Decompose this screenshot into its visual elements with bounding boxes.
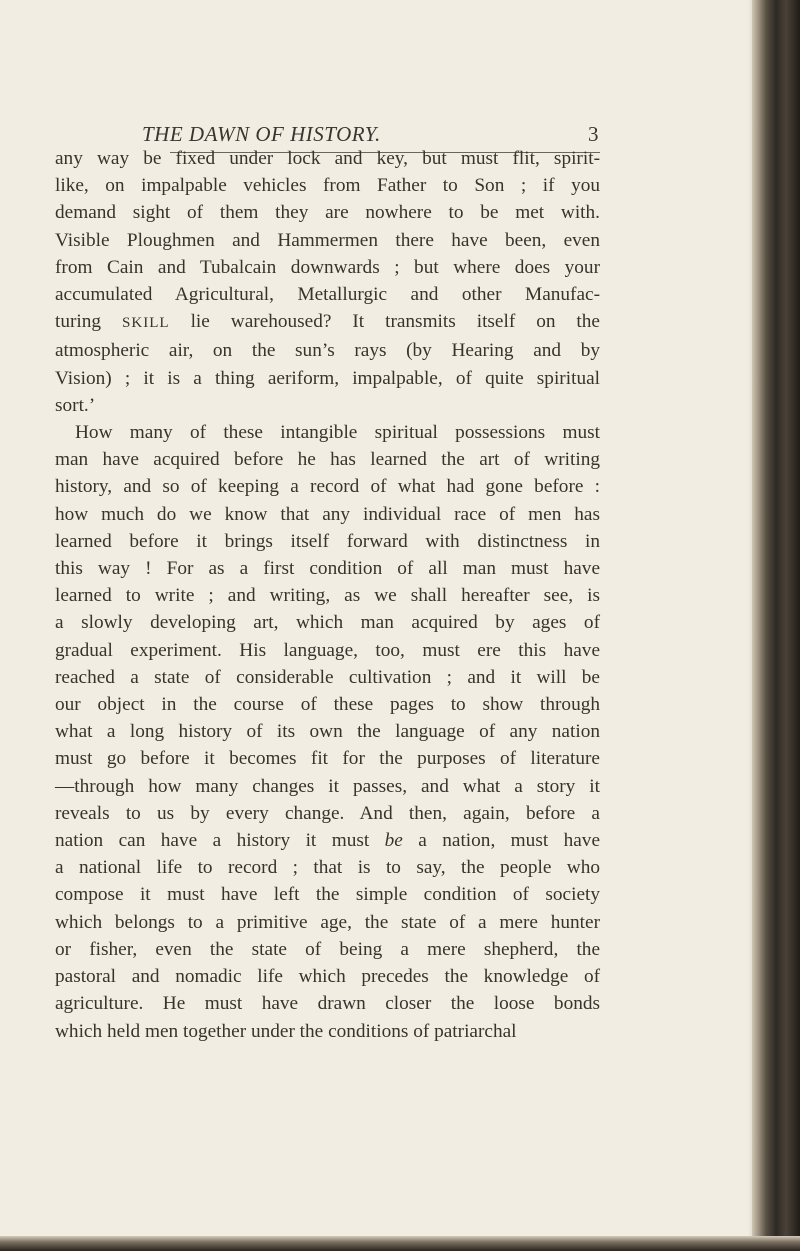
text-line: learned to write ; and writing, as we shall hereafter see, is xyxy=(55,585,600,607)
text-line: what a long history of its own the language of any nation xyxy=(55,721,600,743)
text-line: from Cain and Tubalcain downwards ; but where does your xyxy=(55,256,600,278)
text-line: man have acquired before he has learned the art of writing xyxy=(55,449,600,471)
text-line: —through how many changes it passes, and what a story it xyxy=(55,775,600,797)
running-title: THE DAWN OF HISTORY. xyxy=(142,122,381,146)
text-line: like, on impalpable vehicles from Father to Son ; if you xyxy=(55,175,600,197)
text-line: which belongs to a primitive age, the state of a mere hunter xyxy=(55,911,600,933)
bottom-page-edge xyxy=(0,1236,800,1251)
text-line: our object in the course of these pages to show through xyxy=(55,694,600,716)
text-line: Visible Ploughmen and Hammermen there have been, even xyxy=(55,229,600,251)
text-line: accumulated Agricultural, Metallurgic and other Manufac- xyxy=(55,284,600,306)
text-line: any way be fixed under lock and key, but must flit, spirit- xyxy=(55,148,600,169)
body-text xyxy=(55,145,600,1045)
text-fragment: lie warehoused? It transmits itself on the xyxy=(169,311,600,333)
book-spine-shadow xyxy=(752,0,800,1251)
text-line: reached a state of considerable cultivation ; and it will be xyxy=(55,666,600,688)
text-line: sort.’ xyxy=(55,394,96,416)
text-line: compose it must have left the simple condition of society xyxy=(55,884,600,906)
text-line: Vision) ; it is a thing aeriform, impalpable, of quite spiritual xyxy=(55,367,600,389)
paragraph-first-line: How many of these intangible spiritual possessions must xyxy=(75,422,600,444)
text-line: how much do we know that any individual race of men has xyxy=(55,503,600,525)
small-caps-word: SKILL xyxy=(122,315,170,332)
text-line xyxy=(55,308,600,337)
text-line: history, and so of keeping a record of what had gone before : xyxy=(55,476,600,498)
text-line: this way ! For as a first condition of all man must have xyxy=(55,558,600,580)
text-line: demand sight of them they are nowhere to be met with. xyxy=(55,202,600,224)
text-line: pastoral and nomadic life which precedes the knowledge of xyxy=(55,966,600,988)
italic-word: be xyxy=(384,830,403,852)
text-line: a slowly developing art, which man acquired by ages of xyxy=(55,612,600,634)
text-line: which held men together under the conditions of patriarchal xyxy=(55,1020,517,1042)
text-line: reveals to us by every change. And then, again, before a xyxy=(55,802,600,824)
text-line: must go before it becomes fit for the purposes of literature xyxy=(55,748,600,770)
text-fragment: a nation, must have xyxy=(402,830,600,852)
text-line: or fisher, even the state of being a mere shepherd, the xyxy=(55,938,600,960)
text-line xyxy=(55,827,600,854)
text-line: atmospheric air, on the sun’s rays (by Hearing and by xyxy=(55,340,600,362)
text-line: a national life to record ; that is to say, the people who xyxy=(55,857,600,879)
text-fragment: nation can have a history it must xyxy=(55,830,370,852)
text-line: agriculture. He must have drawn closer the loose bonds xyxy=(55,993,600,1015)
text-line: learned before it brings itself forward with distinctness in xyxy=(55,530,600,552)
text-line: gradual experiment. His language, too, must ere this have xyxy=(55,639,600,661)
text-fragment: turing xyxy=(55,311,122,333)
page-number: 3 xyxy=(588,122,599,146)
